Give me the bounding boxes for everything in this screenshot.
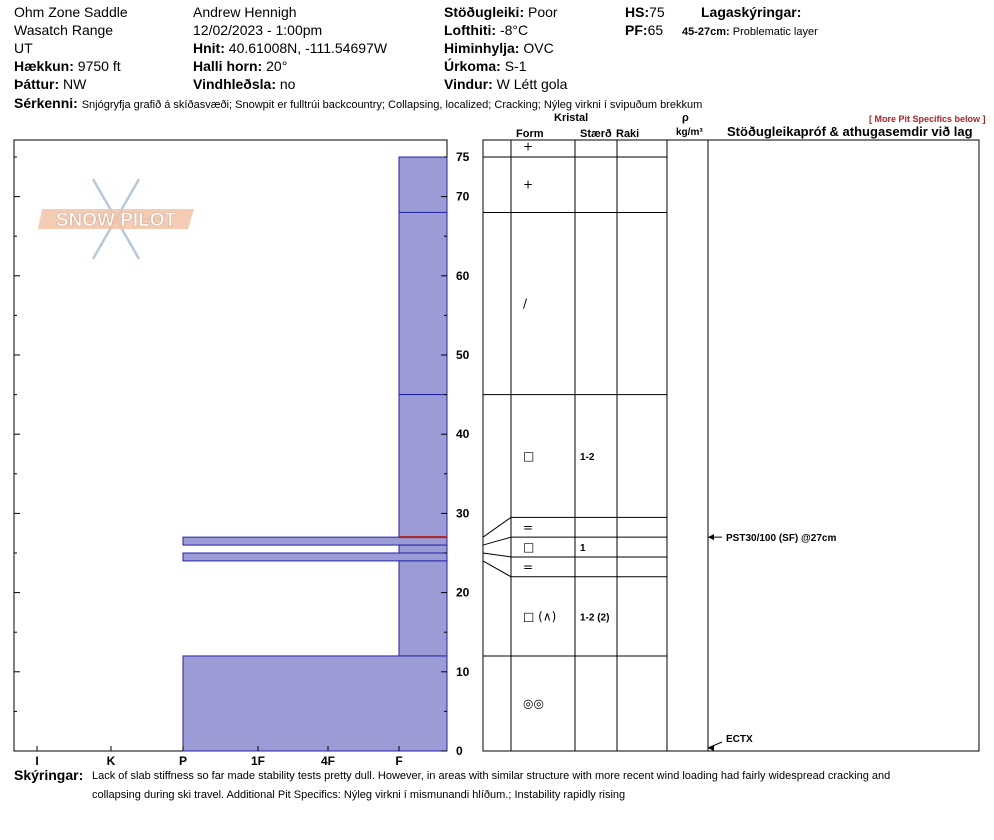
slope-label: Halli horn: bbox=[193, 58, 263, 74]
wind-value: W Létt gola bbox=[496, 76, 568, 92]
hardness-bar bbox=[399, 157, 447, 212]
depth-tick-label: 60 bbox=[456, 268, 470, 283]
pf-value: 65 bbox=[647, 22, 664, 38]
density-unit-header: kg/m³ bbox=[676, 127, 703, 138]
size-header: Stærð bbox=[580, 128, 612, 140]
wind-loading-value: no bbox=[279, 76, 296, 92]
depth-tick-label: 40 bbox=[456, 427, 470, 442]
hardness-tick-label: F bbox=[395, 754, 403, 768]
comments-line-2: collapsing during ski travel. Additional Pit Specifics: Nýleg virkni í mismunandi hlíðum.; Instability rapidly rising bbox=[92, 789, 626, 801]
depth-tick-label: 75 bbox=[456, 150, 470, 164]
elevation-label: Hækkun: bbox=[14, 58, 74, 74]
stability-value: Poor bbox=[528, 4, 558, 20]
wind-label: Vindur: bbox=[444, 76, 493, 92]
grain-form-symbol: □ (∧) bbox=[523, 609, 557, 624]
tests-header: Stöðugleikapróf & athugasemdir við lag bbox=[727, 124, 973, 139]
grain-form-symbol: = bbox=[523, 559, 534, 574]
hardness-tick-label: K bbox=[106, 754, 116, 768]
moisture-header: Raki bbox=[616, 128, 640, 140]
layer-connector-line bbox=[483, 517, 511, 537]
grain-form-symbol: □ bbox=[523, 448, 535, 463]
location-name: Ohm Zone Saddle bbox=[14, 4, 128, 20]
depth-tick-label: 20 bbox=[456, 585, 470, 600]
grain-size-value: 1-2 (2) bbox=[580, 612, 610, 624]
layer-note-text: Problematic layer bbox=[732, 26, 818, 38]
slope-value: 20° bbox=[266, 58, 288, 74]
pf-label: PF: bbox=[625, 22, 648, 38]
air-temp-label: Lofthiti: bbox=[444, 22, 497, 38]
air-temp-value: -8°C bbox=[499, 22, 529, 38]
legend-label: Lagaskýringar: bbox=[701, 4, 802, 20]
depth-tick-label: 10 bbox=[456, 664, 470, 679]
grain-form-symbol: / bbox=[523, 296, 528, 311]
depth-tick-label: 70 bbox=[456, 189, 470, 204]
grain-form-symbol: ◎◎ bbox=[523, 696, 544, 711]
observer-name: Andrew Hennigh bbox=[193, 4, 297, 20]
hardness-bar bbox=[399, 395, 447, 538]
grain-form-symbol: □ bbox=[523, 540, 535, 555]
hardness-tick-label: P bbox=[178, 754, 188, 768]
depth-tick-label: 0 bbox=[456, 744, 463, 758]
depth-tick-label: 30 bbox=[456, 506, 470, 521]
aspect-value: NW bbox=[63, 76, 87, 92]
snowpilot-logo-text: SNOW PILOT bbox=[55, 210, 177, 231]
precip-value: S-1 bbox=[504, 58, 527, 74]
layer-connector-line bbox=[483, 561, 511, 577]
layer-note-range: 45-27cm: bbox=[682, 26, 730, 38]
coords-value: 40.61008N, -111.54697W bbox=[228, 40, 388, 56]
hardness-bar bbox=[399, 212, 447, 394]
crystal-header: Kristal bbox=[554, 112, 589, 124]
hardness-bar bbox=[183, 537, 447, 545]
aspect-label: Þáttur: bbox=[14, 76, 60, 92]
comments-line-1: Lack of slab stiffness so far made stability tests pretty dull. However, in areas with similar structure with more recent wind loading had fairly widespread cracking and bbox=[92, 770, 891, 782]
grain-form-symbol: + bbox=[523, 139, 534, 154]
hardness-tick-label: I bbox=[35, 754, 39, 768]
hardness-tick-label: 4F bbox=[320, 754, 336, 768]
stability-test-label: ECTX bbox=[726, 734, 753, 745]
wind-loading-label: Vindhleðsla: bbox=[193, 76, 276, 92]
layer-connector-line bbox=[483, 537, 511, 545]
hardness-bar bbox=[183, 656, 447, 751]
stability-label: Stöðugleiki: bbox=[444, 4, 525, 20]
rho-header: ρ bbox=[682, 112, 689, 124]
form-header: Form bbox=[516, 128, 544, 140]
hardness-tick-label: 1F bbox=[250, 754, 266, 768]
state-name: UT bbox=[14, 40, 33, 56]
layer-connector-line bbox=[483, 553, 511, 557]
hs-value: 75 bbox=[649, 4, 665, 20]
grain-size-value: 1 bbox=[580, 543, 586, 555]
sky-value: OVC bbox=[523, 40, 554, 56]
grain-form-symbol: = bbox=[523, 520, 534, 535]
coords-label: Hnit: bbox=[193, 40, 225, 56]
elevation-value: 9750 ft bbox=[77, 58, 121, 74]
hardness-bar bbox=[399, 561, 447, 656]
comments-label: Skýringar: bbox=[14, 767, 84, 783]
sky-label: Himinhylja: bbox=[444, 40, 520, 56]
hs-label: HS: bbox=[625, 4, 650, 20]
hardness-bar bbox=[183, 553, 447, 561]
grain-form-symbol: + bbox=[523, 177, 534, 192]
grain-size-value: 1-2 bbox=[580, 451, 595, 463]
range-name: Wasatch Range bbox=[14, 22, 114, 38]
observation-datetime: 12/02/2023 - 1:00pm bbox=[193, 22, 323, 38]
layer-table-frame bbox=[483, 140, 979, 751]
test-pointer-arrow bbox=[708, 745, 714, 751]
features-label: Sérkenni: bbox=[14, 95, 78, 111]
stability-test-label: PST30/100 (SF) @27cm bbox=[726, 533, 837, 545]
depth-tick-label: 50 bbox=[456, 348, 470, 362]
hardness-bar bbox=[399, 545, 447, 553]
test-pointer-arrow bbox=[708, 534, 714, 540]
precip-label: Úrkoma: bbox=[444, 58, 501, 74]
more-pit-specifics-link[interactable]: [ More Pit Specifics below ] bbox=[869, 114, 986, 124]
features-value: Snjógryfja grafið á skíðasvæði; Snowpit er fulltrúi backcountry; Collapsing, localized; Cracking; Nýleg virkni í svipuðum brekkum bbox=[81, 99, 703, 111]
